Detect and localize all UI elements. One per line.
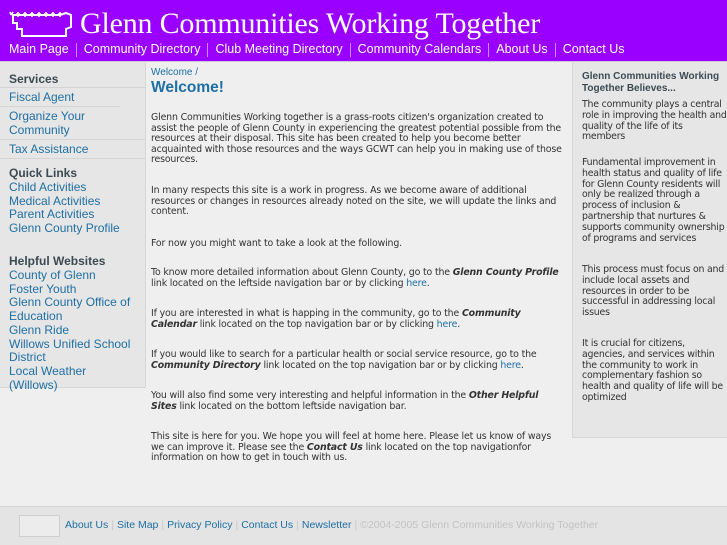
- helpful-sites-paragraph: You will also find some very interesting and helpful information in the Other Helpful Sites link located on the bottom leftside navigation bar.: [151, 390, 539, 412]
- helpful-websites-heading: Helpful Websites: [9, 254, 106, 268]
- service-item: [0, 139, 145, 159]
- nav-divider: [207, 43, 208, 57]
- beliefs-heading: Glenn Communities Working Together Believes...: [582, 71, 720, 94]
- nav-community-calendars[interactable]: Community Calendars: [357, 42, 482, 56]
- emphasis-glenn-county-profile: Glenn County Profile: [452, 267, 559, 278]
- services-list: [0, 87, 145, 159]
- belief-item: It is crucial for citizens, agencies, and services within the community to work in complementary fashion so health and quality of life will be optimized: [582, 338, 723, 403]
- look-at-following-paragraph: For now you might want to take a look at the following.: [151, 238, 402, 249]
- service-organize-community-link[interactable]: Organize Your Community: [9, 109, 86, 137]
- footer-privacy-policy-link[interactable]: Privacy Policy: [167, 519, 233, 531]
- county-profile-here-link[interactable]: here: [406, 277, 427, 289]
- site-title: Glenn Communities Working Together: [80, 7, 541, 40]
- helpful-link-local-weather[interactable]: Local Weather (Willows): [9, 363, 87, 392]
- belief-item: This process must focus on and include local assets and resources in order to be successful in addressing local issues: [582, 264, 725, 319]
- helpful-link-willows-usd[interactable]: Willows Unified School District: [9, 336, 131, 365]
- community-directory-here-link[interactable]: here: [500, 359, 521, 371]
- breadcrumb: Welcome /: [151, 67, 199, 78]
- nav-community-directory[interactable]: Community Directory: [83, 42, 201, 56]
- nav-main-page[interactable]: Main Page: [9, 42, 69, 56]
- footer-links: [65, 518, 598, 532]
- helpful-link-county-of-glenn[interactable]: County of Glenn: [9, 268, 96, 282]
- footer-separator: |: [354, 519, 358, 531]
- helpful-link-office-of-education[interactable]: Glenn County Office of Education: [9, 295, 131, 324]
- glenn-county-map-logo-icon[interactable]: [8, 9, 74, 39]
- helpful-websites-section: [0, 254, 135, 392]
- nav-contact-us[interactable]: Contact Us: [562, 42, 625, 56]
- site-header: [0, 0, 727, 61]
- site-footer: [0, 506, 727, 545]
- quick-link-parent-activities[interactable]: Parent Activities: [9, 207, 95, 222]
- top-navigation: [9, 41, 625, 58]
- nav-divider: [350, 43, 351, 57]
- footer-badge-placeholder: [19, 515, 60, 537]
- nav-divider: [555, 43, 556, 57]
- community-directory-paragraph: If you would like to search for a particular health or social service resource, go to the Community Directory link located on the top navigation bar or by clicking here.: [151, 349, 537, 371]
- community-calendar-paragraph: If you are interested in what is happing in the community, go to the Community Calendar link located on the top navigation bar or by clicking here.: [151, 308, 521, 330]
- emphasis-community-calendar: Community Calendar: [151, 308, 521, 330]
- emphasis-contact-us: Contact Us: [306, 441, 363, 453]
- footer-separator: |: [111, 519, 114, 531]
- services-heading: Services: [9, 72, 59, 86]
- service-item: [0, 106, 120, 139]
- contact-paragraph: This site is here for you. We hope you will feel at home here. Please let us know of ways we can improve it. Please see the Contact Us link located on the top navigationfor information on how to get in touch with us.: [151, 431, 552, 464]
- nav-about-us[interactable]: About Us: [496, 42, 548, 56]
- quick-link-medical-activities[interactable]: Medical Activities: [9, 193, 101, 208]
- page-title: Welcome!: [151, 79, 224, 96]
- emphasis-other-helpful-sites: Other Helpful Sites: [151, 390, 539, 412]
- work-in-progress-paragraph: In many respects this site is a work in progress. As we become aware of additional resources or changes in resources already noted on the site, we will update the links and content.: [151, 185, 557, 218]
- quick-links-heading: Quick Links: [9, 166, 78, 180]
- footer-contact-us-link[interactable]: Contact Us: [241, 519, 294, 531]
- copyright-text: ©2004-2005 Glenn Communities Working Together: [360, 519, 599, 531]
- county-profile-paragraph: To know more detailed information about Glenn County, go to the Glenn County Profile link located on the leftside navigation bar or by clicking here.: [151, 267, 559, 289]
- nav-divider: [76, 43, 77, 57]
- quick-link-glenn-county-profile[interactable]: Glenn County Profile: [9, 221, 120, 236]
- footer-newsletter-link[interactable]: Newsletter: [301, 519, 352, 531]
- service-tax-assistance-link[interactable]: Tax Assistance: [9, 142, 89, 156]
- beliefs-panel: [572, 62, 727, 438]
- helpful-link-foster-youth[interactable]: Foster Youth: [9, 281, 77, 296]
- footer-separator: |: [296, 519, 299, 531]
- footer-separator: |: [161, 519, 165, 531]
- nav-divider: [488, 43, 489, 57]
- intro-paragraph: Glenn Communities Working together is a grass-roots citizen's organization created to assist the people of Glenn County in experiencing the greatest potential possible from the resources at their disposal. This site has been created to help you become better acquainted with those resources and the ways GCWT can help you in making use of those resources.: [151, 112, 562, 166]
- helpful-link-glenn-ride[interactable]: Glenn Ride: [9, 322, 70, 337]
- main-content: [151, 67, 567, 464]
- community-calendar-here-link[interactable]: here: [436, 318, 458, 330]
- left-sidebar: [0, 62, 146, 392]
- quick-links-section: [0, 166, 120, 236]
- footer-site-map-link[interactable]: Site Map: [116, 519, 159, 531]
- quick-link-child-activities[interactable]: Child Activities: [9, 180, 87, 194]
- service-fiscal-agent-link[interactable]: Fiscal Agent: [9, 90, 75, 104]
- service-item: [0, 87, 145, 106]
- belief-item: Fundamental improvement in health status and quality of life for Glenn County residents will only be realized through a process of inclusion & partnership that nurtures & supports community ownership of programs and services: [582, 157, 725, 244]
- nav-club-meeting-directory[interactable]: Club Meeting Directory: [215, 42, 343, 56]
- belief-item: The community plays a central role in improving the health and quality of the life of its members: [582, 99, 727, 143]
- helpful-websites-list: [0, 269, 135, 392]
- footer-separator: |: [235, 519, 239, 531]
- footer-about-us-link[interactable]: About Us: [65, 519, 109, 531]
- emphasis-community-directory: Community Directory: [151, 359, 261, 371]
- quick-links-list: [0, 181, 120, 236]
